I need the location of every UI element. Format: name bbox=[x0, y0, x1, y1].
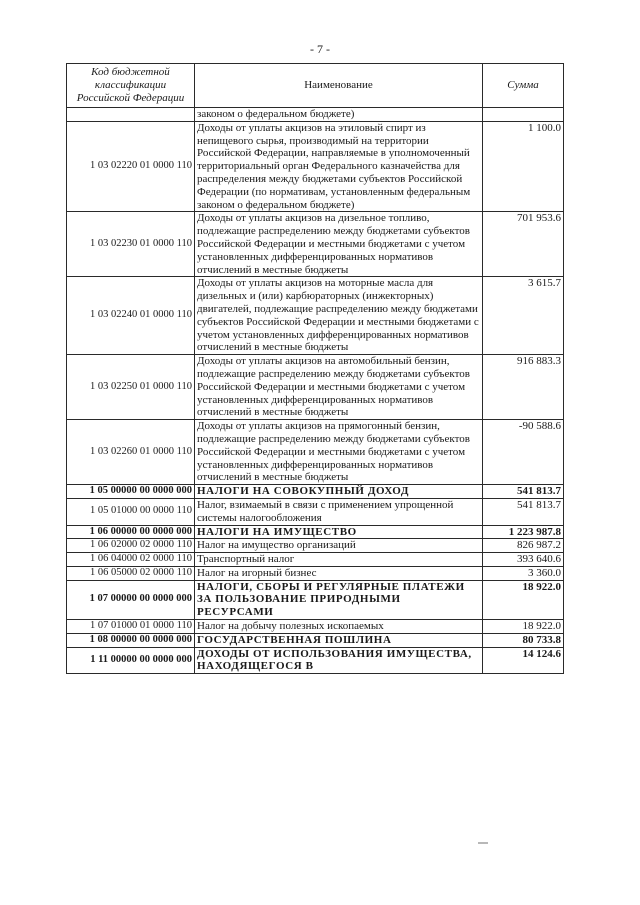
row-name: НАЛОГИ НА ИМУЩЕСТВО bbox=[195, 525, 483, 539]
row-code: 1 07 00000 00 0000 000 bbox=[67, 580, 195, 619]
row-sum: 701 953.6 bbox=[483, 212, 564, 277]
row-name: ГОСУДАРСТВЕННАЯ ПОШЛИНА bbox=[195, 633, 483, 647]
row-sum: 393 640.6 bbox=[483, 553, 564, 567]
row-code: 1 03 02220 01 0000 110 bbox=[67, 121, 195, 212]
table-row bbox=[67, 498, 564, 525]
table-row bbox=[67, 277, 564, 355]
row-name: Доходы от уплаты акцизов на прямогонный бензин, подлежащие распределению между бюджетами субъектов Российской Федерации и местными бюджетами с учетом установленных дифференцированных нормативов отчислений в местные бюджеты bbox=[195, 420, 483, 485]
row-code: 1 05 01000 00 0000 110 bbox=[67, 498, 195, 525]
table-row bbox=[67, 108, 564, 122]
row-code: 1 05 00000 00 0000 000 bbox=[67, 485, 195, 499]
row-sum: 18 922.0 bbox=[483, 580, 564, 619]
table-row bbox=[67, 620, 564, 634]
row-code bbox=[67, 108, 195, 122]
row-name: Доходы от уплаты акцизов на этиловый спирт из непищевого сырья, производимый на территории Российской Федерации, направляемые в уполномоченный территориальный орган Федерального казначейства для распределения между бюджетами субъектов Российской Федерации (по нормативам, установленным федеральным законом о федеральном бюджете) bbox=[195, 121, 483, 212]
row-name: Налог на игорный бизнес bbox=[195, 566, 483, 580]
row-name: Налог, взимаемый в связи с применением упрощенной системы налогообложения bbox=[195, 498, 483, 525]
row-code: 1 06 02000 02 0000 110 bbox=[67, 539, 195, 553]
row-code: 1 08 00000 00 0000 000 bbox=[67, 633, 195, 647]
row-sum: 18 922.0 bbox=[483, 620, 564, 634]
row-code: 1 06 00000 00 0000 000 bbox=[67, 525, 195, 539]
row-sum: -90 588.6 bbox=[483, 420, 564, 485]
row-code: 1 06 04000 02 0000 110 bbox=[67, 553, 195, 567]
row-sum: 3 615.7 bbox=[483, 277, 564, 355]
row-sum: 541 813.7 bbox=[483, 485, 564, 499]
row-name: Доходы от уплаты акцизов на дизельное топливо, подлежащие распределению между бюджетами субъектов Российской Федерации и местными бюджетами с учетом установленных дифференцированных нормативов отчислений в местные бюджеты bbox=[195, 212, 483, 277]
row-code: 1 07 01000 01 0000 110 bbox=[67, 620, 195, 634]
row-sum: 3 360.0 bbox=[483, 566, 564, 580]
table-row-section bbox=[67, 485, 564, 499]
row-code: 1 03 02240 01 0000 110 bbox=[67, 277, 195, 355]
row-code: 1 06 05000 02 0000 110 bbox=[67, 566, 195, 580]
row-sum: 1 223 987.8 bbox=[483, 525, 564, 539]
table-row-section bbox=[67, 580, 564, 619]
row-sum bbox=[483, 108, 564, 122]
table-row bbox=[67, 539, 564, 553]
table-row-section bbox=[67, 647, 564, 674]
row-code: 1 03 02250 01 0000 110 bbox=[67, 355, 195, 420]
table-row bbox=[67, 121, 564, 212]
row-code: 1 11 00000 00 0000 000 bbox=[67, 647, 195, 674]
row-name: Транспортный налог bbox=[195, 553, 483, 567]
table-row bbox=[67, 420, 564, 485]
table-row bbox=[67, 212, 564, 277]
table-row bbox=[67, 355, 564, 420]
table-row-section bbox=[67, 525, 564, 539]
page-number: - 7 - bbox=[310, 42, 330, 56]
row-name: Налог на добычу полезных ископаемых bbox=[195, 620, 483, 634]
row-name: ДОХОДЫ ОТ ИСПОЛЬЗОВАНИЯ ИМУЩЕСТВА, НАХОДЯЩЕГОСЯ В bbox=[195, 647, 483, 674]
row-name: НАЛОГИ, СБОРЫ И РЕГУЛЯРНЫЕ ПЛАТЕЖИ ЗА ПОЛЬЗОВАНИЕ ПРИРОДНЫМИ РЕСУРСАМИ bbox=[195, 580, 483, 619]
row-name: законом о федеральном бюджете) bbox=[195, 108, 483, 122]
row-code: 1 03 02260 01 0000 110 bbox=[67, 420, 195, 485]
row-sum: 14 124.6 bbox=[483, 647, 564, 674]
row-sum: 916 883.3 bbox=[483, 355, 564, 420]
row-sum: 80 733.8 bbox=[483, 633, 564, 647]
header-code: Код бюджетной классификации Российской Федерации bbox=[67, 64, 195, 108]
row-name: Доходы от уплаты акцизов на моторные масла для дизельных и (или) карбюраторных (инжекторных) двигателей, подлежащие распределению между бюджетами субъектов Российской Федерации и местными бюджетами с учетом установленных дифференцированных нормативов отчислений в местные бюджеты bbox=[195, 277, 483, 355]
table-header-row bbox=[67, 64, 564, 108]
header-name: Наименование bbox=[195, 64, 483, 108]
row-sum: 826 987.2 bbox=[483, 539, 564, 553]
row-name: Налог на имущество организаций bbox=[195, 539, 483, 553]
row-sum: 1 100.0 bbox=[483, 121, 564, 212]
header-sum: Сумма bbox=[483, 64, 564, 108]
table-row bbox=[67, 566, 564, 580]
table-row-section bbox=[67, 633, 564, 647]
row-sum: 541 813.7 bbox=[483, 498, 564, 525]
row-name: НАЛОГИ НА СОВОКУПНЫЙ ДОХОД bbox=[195, 485, 483, 499]
scan-mark bbox=[478, 842, 488, 844]
row-name: Доходы от уплаты акцизов на автомобильный бензин, подлежащие распределению между бюджетами субъектов Российской Федерации и местными бюджетами с учетом установленных дифференцированных нормативов отчислений в местные бюджеты bbox=[195, 355, 483, 420]
row-code: 1 03 02230 01 0000 110 bbox=[67, 212, 195, 277]
budget-revenue-table bbox=[66, 63, 564, 674]
table-row bbox=[67, 553, 564, 567]
